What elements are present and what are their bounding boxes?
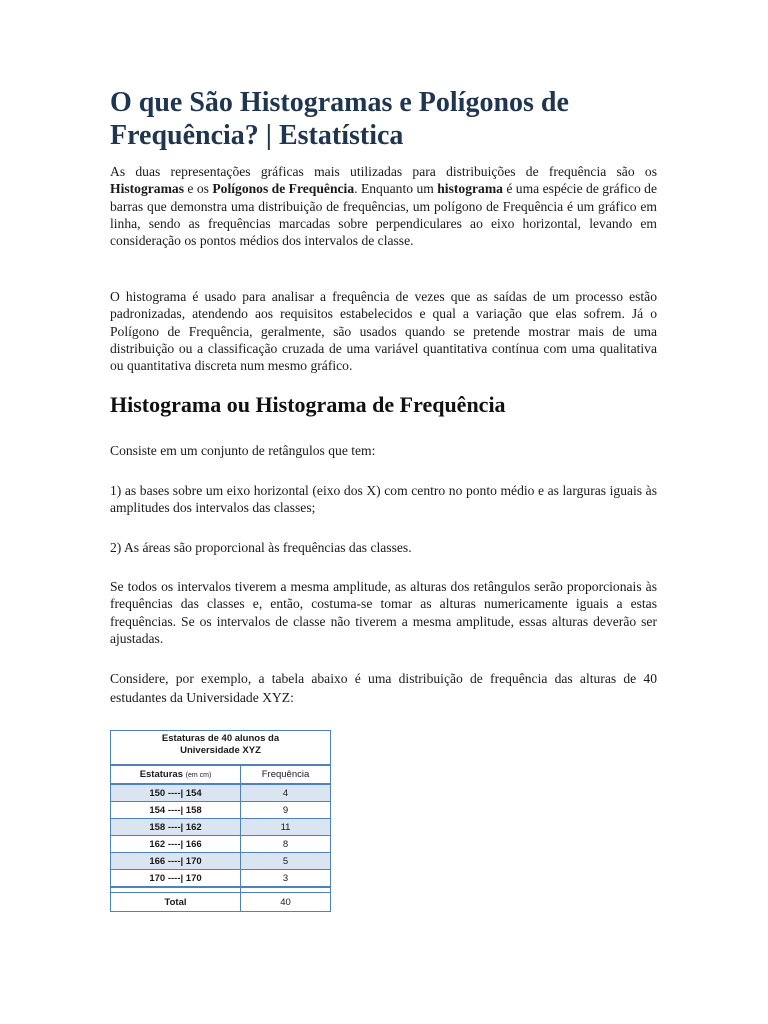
table-caption-line-2: Universidade XYZ — [180, 745, 261, 756]
class-range-cell: 170 ----| 170 — [111, 870, 241, 888]
frequency-cell: 3 — [241, 870, 331, 888]
table-row — [111, 784, 331, 802]
table-row — [111, 836, 331, 853]
class-range-cell: 150 ----| 154 — [111, 784, 241, 802]
class-range-cell: 166 ----| 170 — [111, 853, 241, 870]
frequency-cell: 4 — [241, 784, 331, 802]
intro-bold-histogramas: Histogramas — [110, 181, 185, 197]
item-2-paragraph: 2) As áreas são proporcional às frequências das classes. — [110, 540, 412, 555]
intro-bold-histograma: histograma — [437, 181, 503, 197]
class-range-cell: 158 ----| 162 — [111, 819, 241, 836]
consiste-paragraph: Consiste em um conjunto de retângulos que tem: — [110, 443, 376, 458]
intervals-paragraph: Se todos os intervalos tiverem a mesma amplitude, as alturas dos retângulos serão proporcionais às frequências das classes e, então, costuma-se tomar as alturas numericamente iguais a estas frequências. Se os intervalos de classe não tiverem a mesma amplitude, essas alturas deverão ser ajustadas. — [110, 579, 657, 646]
table-row — [111, 870, 331, 888]
intro-text-1: As duas representações gráficas mais utilizadas para distribuições de frequência são os — [110, 164, 657, 179]
table-caption-row — [111, 731, 331, 760]
intro-text-3: . Enquanto um — [354, 181, 438, 197]
histogram-usage-paragraph: O histograma é usado para analisar a frequência de vezes que as saídas de um processo estão padronizadas, atendendo aos requisitos estabelecidos e qual a variação que elas sofrem. Já o Polígono de Frequência, geralmente, são usados quando se pretende mostrar mais de uma distribuição ou a classificação cruzada de uma variável quantitativa contínua com uma qualitativa ou quantitativa discreta num mesmo gráfico. — [110, 289, 657, 374]
frequency-cell: 9 — [241, 802, 331, 819]
table-row — [111, 819, 331, 836]
frequency-cell: 5 — [241, 853, 331, 870]
intro-paragraph — [110, 163, 657, 249]
frequency-cell: 8 — [241, 836, 331, 853]
frequency-table — [110, 730, 331, 912]
column-header-unit: (em cm) — [185, 772, 212, 779]
intro-text-2: e os — [184, 181, 213, 197]
intro-text-4: é uma espécie de gráfico de barras que demonstra uma distribuição de frequências, um polígono de Frequência é um gráfico em linha, sendo as frequências marcadas sobre perpendiculares ao eixo horizontal, levando em consideração os pontos médios dos intervalos de classe. — [110, 181, 657, 249]
table-total-row — [111, 893, 331, 912]
column-header-estaturas-label: Estaturas — [139, 769, 183, 780]
total-label: Total — [111, 893, 241, 912]
column-header-frequencia: Frequência — [241, 765, 331, 784]
table-caption-line-1: Estaturas de 40 alunos da — [161, 733, 280, 744]
page-title: O que São Histogramas e Polígonos de Frequência? | Estatística — [110, 87, 569, 151]
table-row — [111, 802, 331, 819]
example-paragraph: Considere, por exemplo, a tabela abaixo é uma distribuição de frequência das alturas de 40 estudantes da Universidade XYZ: — [110, 671, 657, 705]
table-row — [111, 853, 331, 870]
class-range-cell: 154 ----| 158 — [111, 802, 241, 819]
table-caption — [111, 731, 331, 760]
table-header-row — [111, 765, 331, 784]
class-range-cell: 162 ----| 166 — [111, 836, 241, 853]
frequency-cell: 11 — [241, 819, 331, 836]
section-heading: Histograma ou Histograma de Frequência — [110, 392, 506, 417]
column-header-estaturas — [111, 765, 241, 784]
item-1-paragraph: 1) as bases sobre um eixo horizontal (eixo dos X) com centro no ponto médio e as larguras iguais às amplitudes dos intervalos das classes; — [110, 483, 657, 516]
intro-bold-poligonos: Polígonos de Frequência — [212, 181, 355, 197]
total-value: 40 — [241, 893, 331, 912]
